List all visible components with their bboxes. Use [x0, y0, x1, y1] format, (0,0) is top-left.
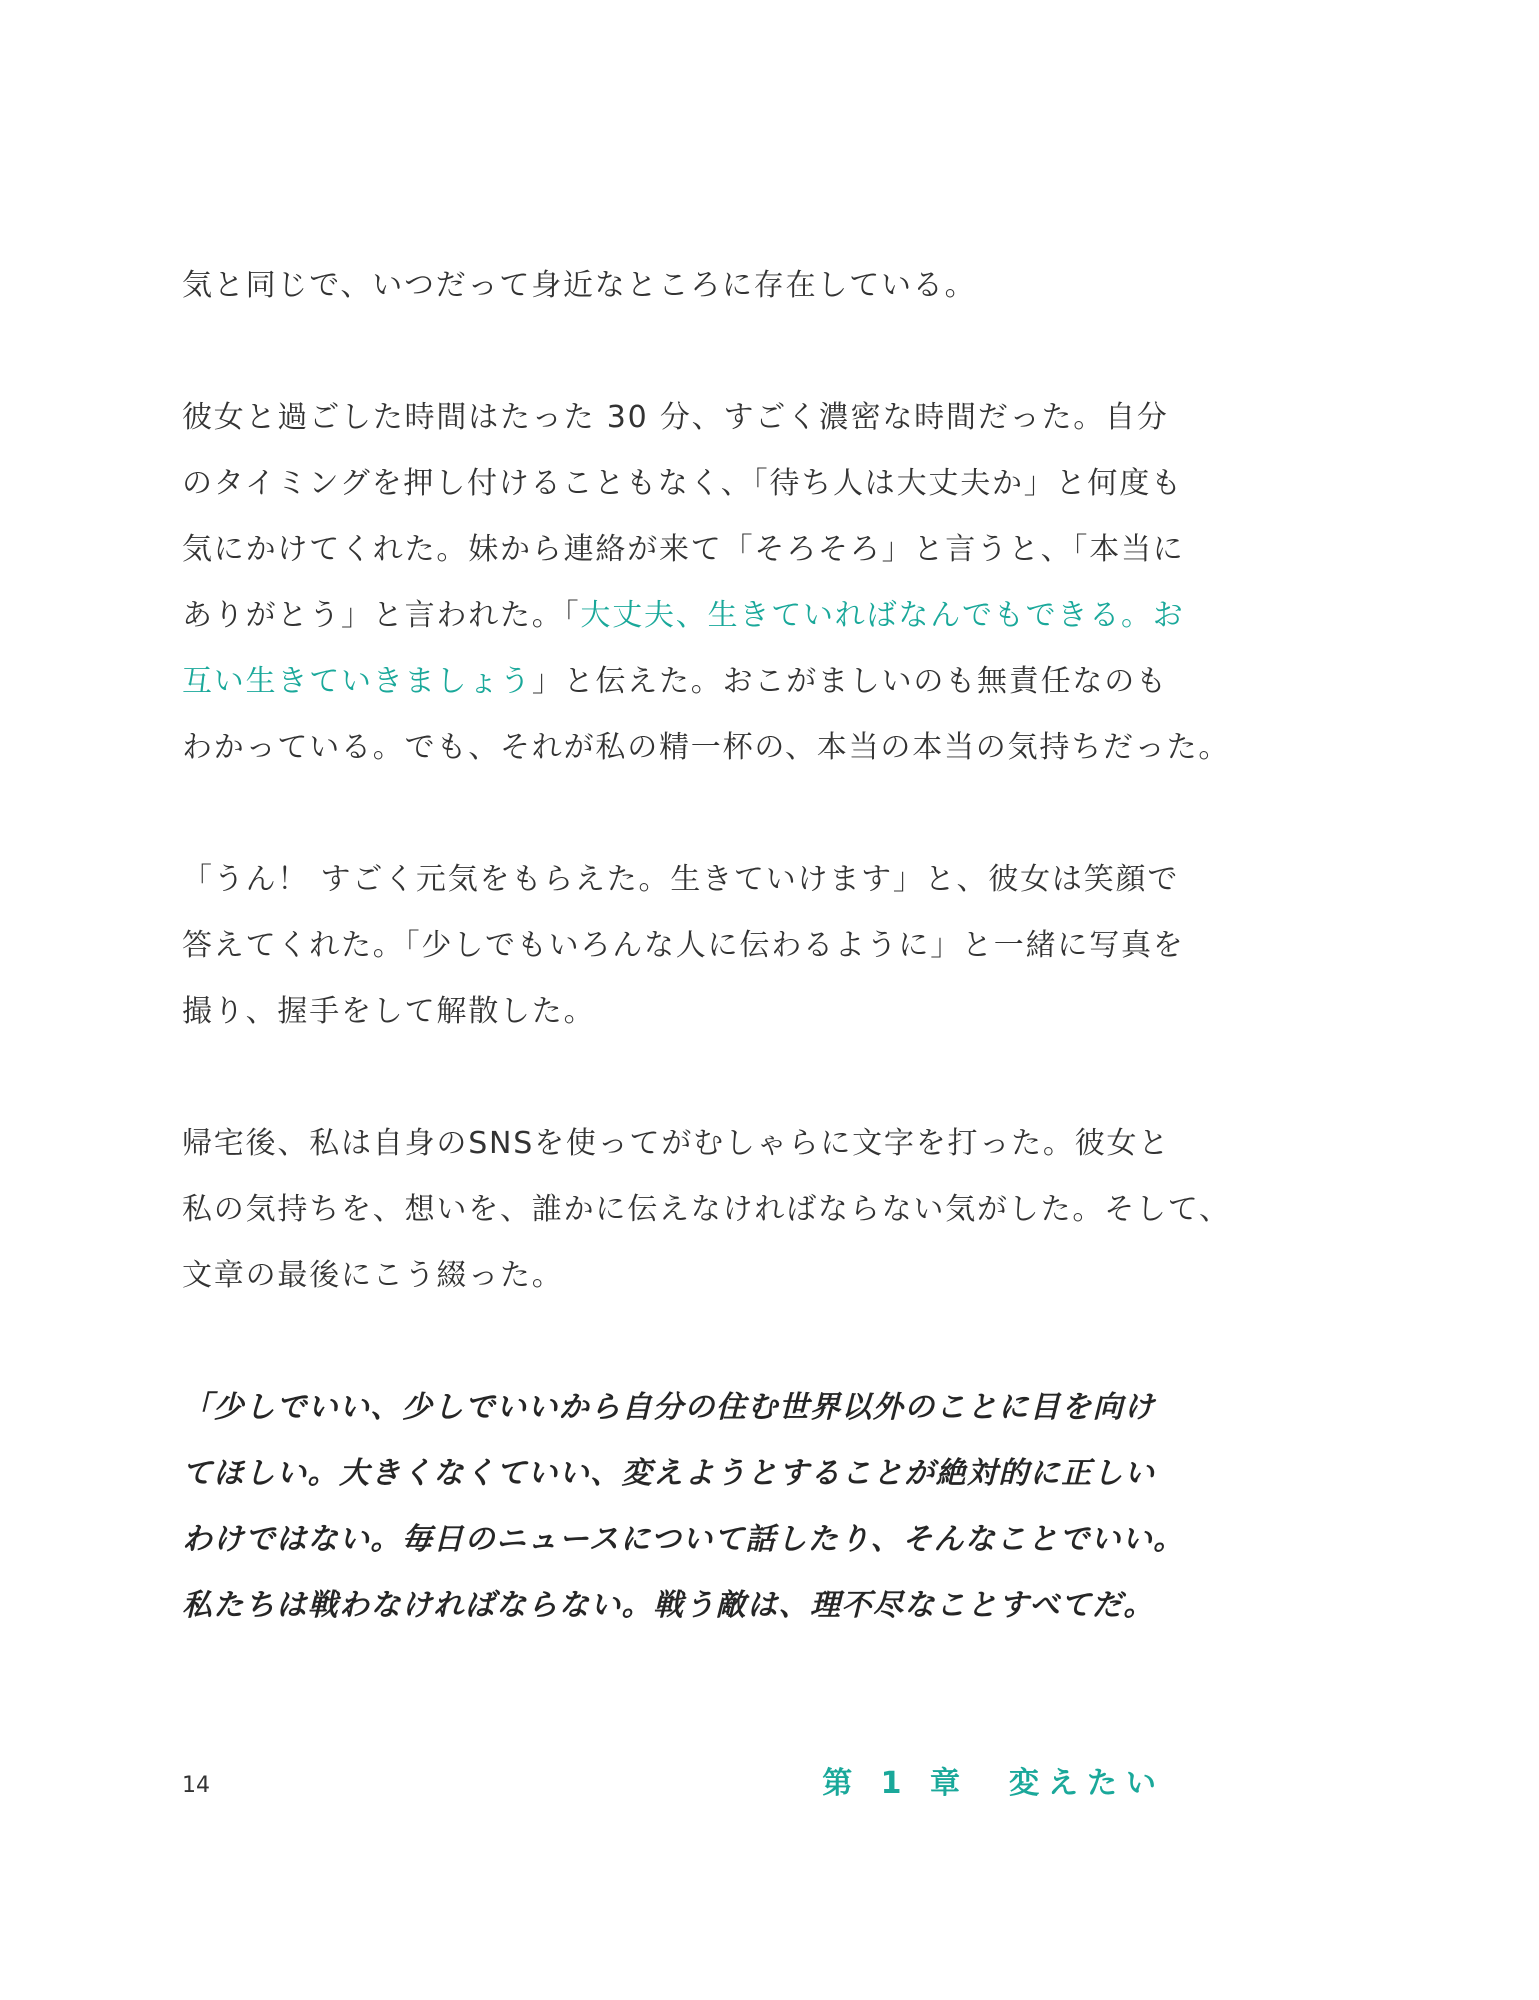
text-line-mixed	[182, 594, 1185, 638]
text-line: 帰宅後、私は自身のSNSを使ってがむしゃらに文字を打った。彼女と	[182, 1126, 1171, 1161]
text-segment: 」と伝えた。おこがましいのも無責任なのも	[531, 664, 1168, 699]
chapter-label: 第 1 章	[822, 1766, 969, 1801]
text-line-mixed	[182, 660, 1168, 704]
quote-line: 私たちは戦わなければならない。戦う敵は、理不尽なことすべてだ。	[182, 1588, 1155, 1623]
text-line: 答えてくれた。「少しでもいろんな人に伝わるように」と一緒に写真を	[182, 928, 1185, 963]
text-line: 気と同じで、いつだって身近なところに存在している。	[182, 268, 977, 303]
highlighted-quote: 大丈夫、生きていればなんでもできる。お	[580, 598, 1185, 633]
quote-line: 「少しでいい、少しでいいから自分の住む世界以外のことに目を向け	[182, 1390, 1156, 1425]
text-segment: ありがとう」と言われた。「	[182, 598, 581, 633]
quote-line: わけではない。毎日のニュースについて話したり、そんなことでいい。	[182, 1522, 1185, 1557]
chapter-heading	[822, 1764, 1165, 1804]
quote-line: てほしい。大きくなくていい、変えようとすることが絶対的に正しい	[182, 1456, 1156, 1491]
text-line: 撮り、握手をして解散した。	[182, 994, 596, 1029]
text-line: わかっている。でも、それが私の精一杯の、本当の本当の気持ちだった。	[182, 730, 1231, 765]
text-line: 気にかけてくれた。妹から連絡が来て「そろそろ」と言うと、「本当に	[182, 532, 1185, 567]
page-number: 14	[182, 1773, 210, 1798]
text-line: 「うん！ すごく元気をもらえた。生きていけます」と、彼女は笑顔で	[182, 862, 1180, 897]
text-line: 文章の最後にこう綴った。	[182, 1258, 564, 1293]
text-line: 彼女と過ごした時間はたった 30 分、すごく濃密な時間だった。自分	[182, 400, 1169, 435]
text-line: のタイミングを押し付けることもなく、「待ち人は大丈夫か」と何度も	[182, 466, 1183, 501]
text-line: 私の気持ちを、想いを、誰かに伝えなければならない気がした。そして、	[182, 1192, 1231, 1227]
highlighted-quote: 互い生きていきましょう	[182, 664, 532, 699]
chapter-title: 変えたい	[1009, 1766, 1165, 1801]
